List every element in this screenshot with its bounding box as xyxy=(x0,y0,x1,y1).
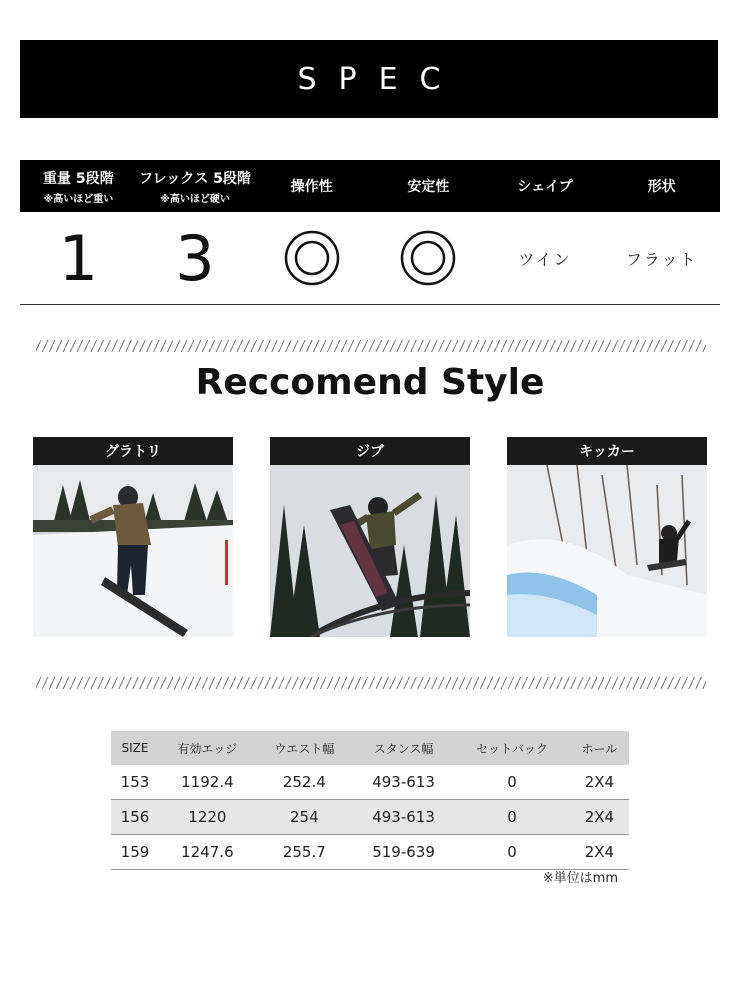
style-card-label: キッカー xyxy=(507,437,707,465)
table-cell: 493-613 xyxy=(353,800,454,835)
table-cell: 159 xyxy=(111,835,159,870)
table-cell: 1247.6 xyxy=(159,835,256,870)
size-table xyxy=(111,731,629,870)
weight-value: 1 xyxy=(58,221,99,295)
spec-header-operability xyxy=(253,160,370,212)
unit-note: ※単位はmm xyxy=(542,871,618,886)
spec-header-row xyxy=(20,160,720,212)
spec-value-weight xyxy=(20,212,137,304)
spec-title: SPEC xyxy=(20,40,718,118)
style-card-label: ジブ xyxy=(270,437,470,465)
table-cell: 519-639 xyxy=(353,835,454,870)
spec-value-operability xyxy=(253,212,370,304)
table-cell: 0 xyxy=(454,835,570,870)
column-header: セットバック xyxy=(454,731,570,765)
style-card-grind xyxy=(33,437,233,637)
form-value: フラット xyxy=(625,249,698,269)
spec-header-label: フレックス 5段階 xyxy=(139,170,251,187)
snowboard-jump-photo xyxy=(507,465,707,637)
spec-header-weight xyxy=(20,160,137,212)
style-card-label: グラトリ xyxy=(33,437,233,465)
style-card-kicker xyxy=(507,437,707,637)
table-cell: 2X4 xyxy=(570,765,629,800)
spec-value-form xyxy=(603,212,720,304)
spec-value-flex xyxy=(137,212,254,304)
table-cell: 493-613 xyxy=(353,765,454,800)
table-cell: 2X4 xyxy=(570,835,629,870)
column-header: ホール xyxy=(570,731,629,765)
spec-header-label: 形状 xyxy=(647,179,676,195)
double-circle-icon xyxy=(284,230,340,286)
table-cell: 156 xyxy=(111,800,159,835)
spec-header-note: ※高いほど硬い xyxy=(160,193,230,205)
column-header: SIZE xyxy=(111,731,159,765)
spec-header-note: ※高いほど重い xyxy=(43,193,114,205)
spec-value-stability xyxy=(370,212,487,304)
spec-header-form xyxy=(603,160,720,212)
table-cell: 1220 xyxy=(159,800,256,835)
snowboard-rail-photo xyxy=(270,465,470,637)
table-row xyxy=(111,765,629,800)
table-row xyxy=(111,800,629,835)
slash-divider xyxy=(36,340,706,352)
column-header: スタンス幅 xyxy=(353,731,454,765)
column-header: 有効エッジ xyxy=(159,731,256,765)
table-cell: 255.7 xyxy=(256,835,353,870)
style-card-jib xyxy=(270,437,470,637)
table-cell: 252.4 xyxy=(256,765,353,800)
spec-header-flex xyxy=(137,160,254,212)
spec-header-label: 安定性 xyxy=(407,179,450,195)
slash-divider xyxy=(36,677,706,689)
table-row xyxy=(111,835,629,870)
table-cell: 153 xyxy=(111,765,159,800)
spec-header-label: シェイプ xyxy=(517,179,573,195)
table-cell: 254 xyxy=(256,800,353,835)
spec-header-label: 重量 5段階 xyxy=(43,170,114,187)
table-cell: 0 xyxy=(454,765,570,800)
table-cell: 2X4 xyxy=(570,800,629,835)
spec-header-label: 操作性 xyxy=(290,179,333,195)
double-circle-icon xyxy=(400,230,456,286)
spec-values-row xyxy=(20,212,720,305)
column-header: ウエスト幅 xyxy=(256,731,353,765)
table-cell: 1192.4 xyxy=(159,765,256,800)
table-cell: 0 xyxy=(454,800,570,835)
table-header-row xyxy=(111,731,629,765)
spec-header-shape xyxy=(487,160,604,212)
recommend-style-title: Reccomend Style xyxy=(195,362,545,403)
shape-value: ツイン xyxy=(518,249,572,269)
spec-header-stability xyxy=(370,160,487,212)
spec-value-shape xyxy=(487,212,604,304)
flex-value: 3 xyxy=(175,221,215,295)
snowboard-grind-photo xyxy=(33,465,233,637)
